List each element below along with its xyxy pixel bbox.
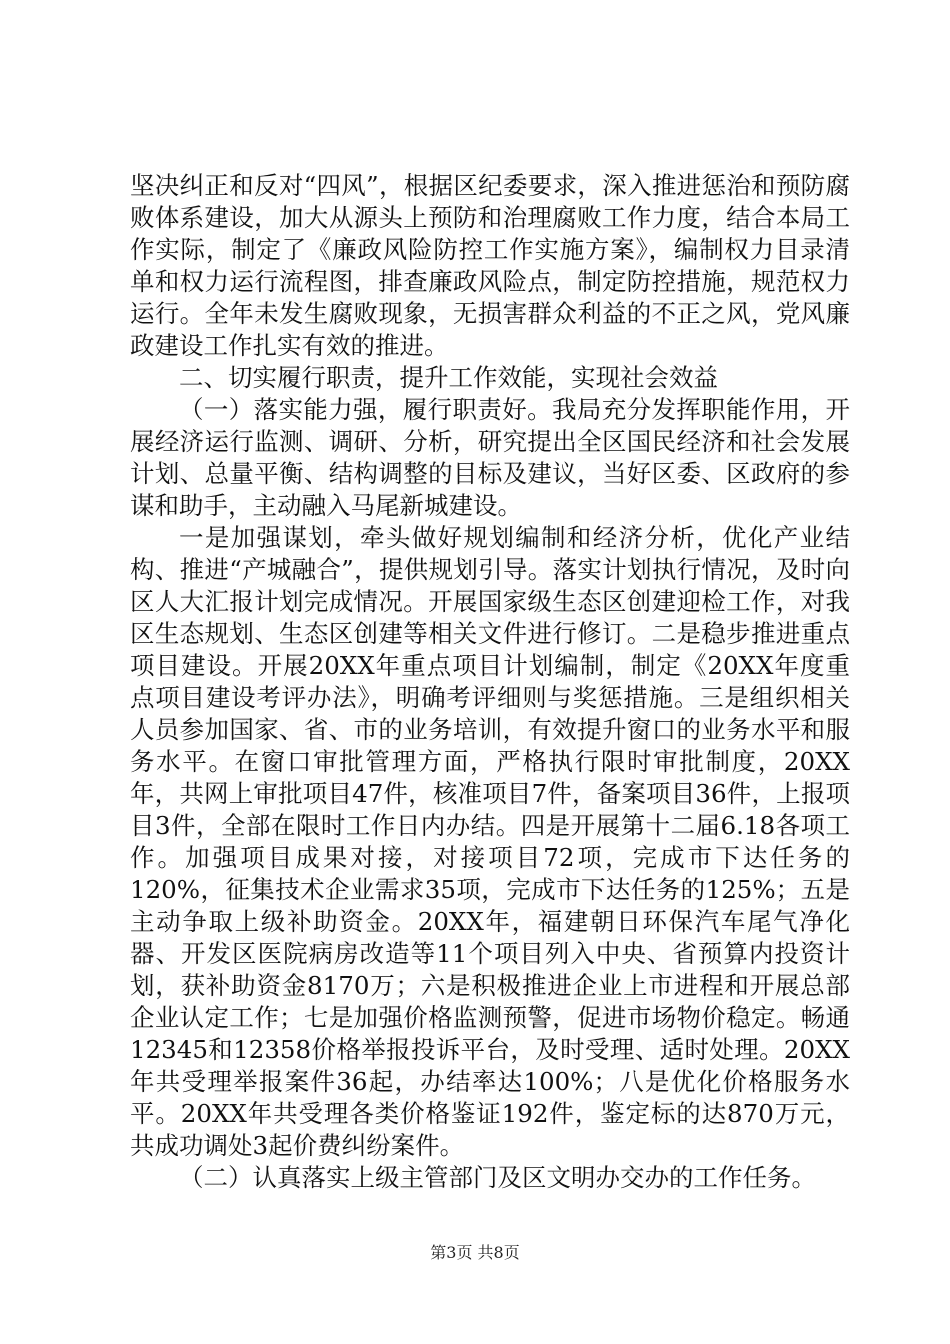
section-heading: 二、切实履行职责，提升工作效能，实现社会效益 — [179, 363, 718, 392]
paragraph-continuation: 坚决纠正和反对“四风”，根据区纪委要求，深入推进惩治和预防腐败体系建设，加大从源头上预防和治理腐败工作力度，结合本局工作实际，制定了《廉政风险防控工作实施方案》，编制权力目录清单和权力运行流程图，排查廉政风险点，制定防控措施，规范权力运行。全年未发生腐败现象，无损害群众利益的不正之风，党风廉政建设工作扎实有效的推进。 — [130, 171, 850, 360]
document-body — [130, 170, 850, 1194]
paragraph-details: 一是加强谋划，牵头做好规划编制和经济分析，优化产业结构、推进“产城融合”，提供规划引导。落实计划执行情况，及时向区人大汇报计划完成情况。开展国家级生态区创建迎检工作，对我区生态规划、生态区创建等相关文件进行修订。二是稳步推进重点项目建设。开展20XX年重点项目计划编制，制定《20XX年度重点项目建设考评办法》，明确考评细则与奖惩措施。三是组织相关人员参加国家、省、市的业务培训，有效提升窗口的业务水平和服务水平。在窗口审批管理方面，严格执行限时审批制度，20XX年，共网上审批项目47件，核准项目7件，备案项目36件，上报项目3件，全部在限时工作日内办结。四是开展第十二届6.18各项工作。加强项目成果对接，对接项目72项，完成市下达任务的120%，征集技术企业需求35项，完成市下达任务的125%；五是主动争取上级补助资金。20XX年，福建朝日环保汽车尾气净化器、开发区医院病房改造等11个项目列入中央、省预算内投资计划，获补助资金8170万；六是积极推进企业上市进程和开展总部企业认定工作；七是加强价格监测预警，促进市场物价稳定。畅通12345和12358价格举报投诉平台，及时受理、适时处理。20XX年共受理举报案件36起，办结率达100%；八是优化价格服务水平。20XX年共受理各类价格鉴证192件，鉴定标的达870万元，共成功调处3起价费纠纷案件。 — [130, 523, 850, 1160]
page-footer: 第3页 共8页 — [430, 1243, 520, 1262]
paragraph-subsection-1: （一）落实能力强，履行职责好。我局充分发挥职能作用，开展经济运行监测、调研、分析，研究提出全区国民经济和社会发展计划、总量平衡、结构调整的目标及建议，当好区委、区政府的参谋和助手，主动融入马尾新城建设。 — [130, 395, 850, 520]
paragraph-subsection-2: （二）认真落实上级主管部门及区文明办交办的工作任务。 — [179, 1163, 816, 1192]
